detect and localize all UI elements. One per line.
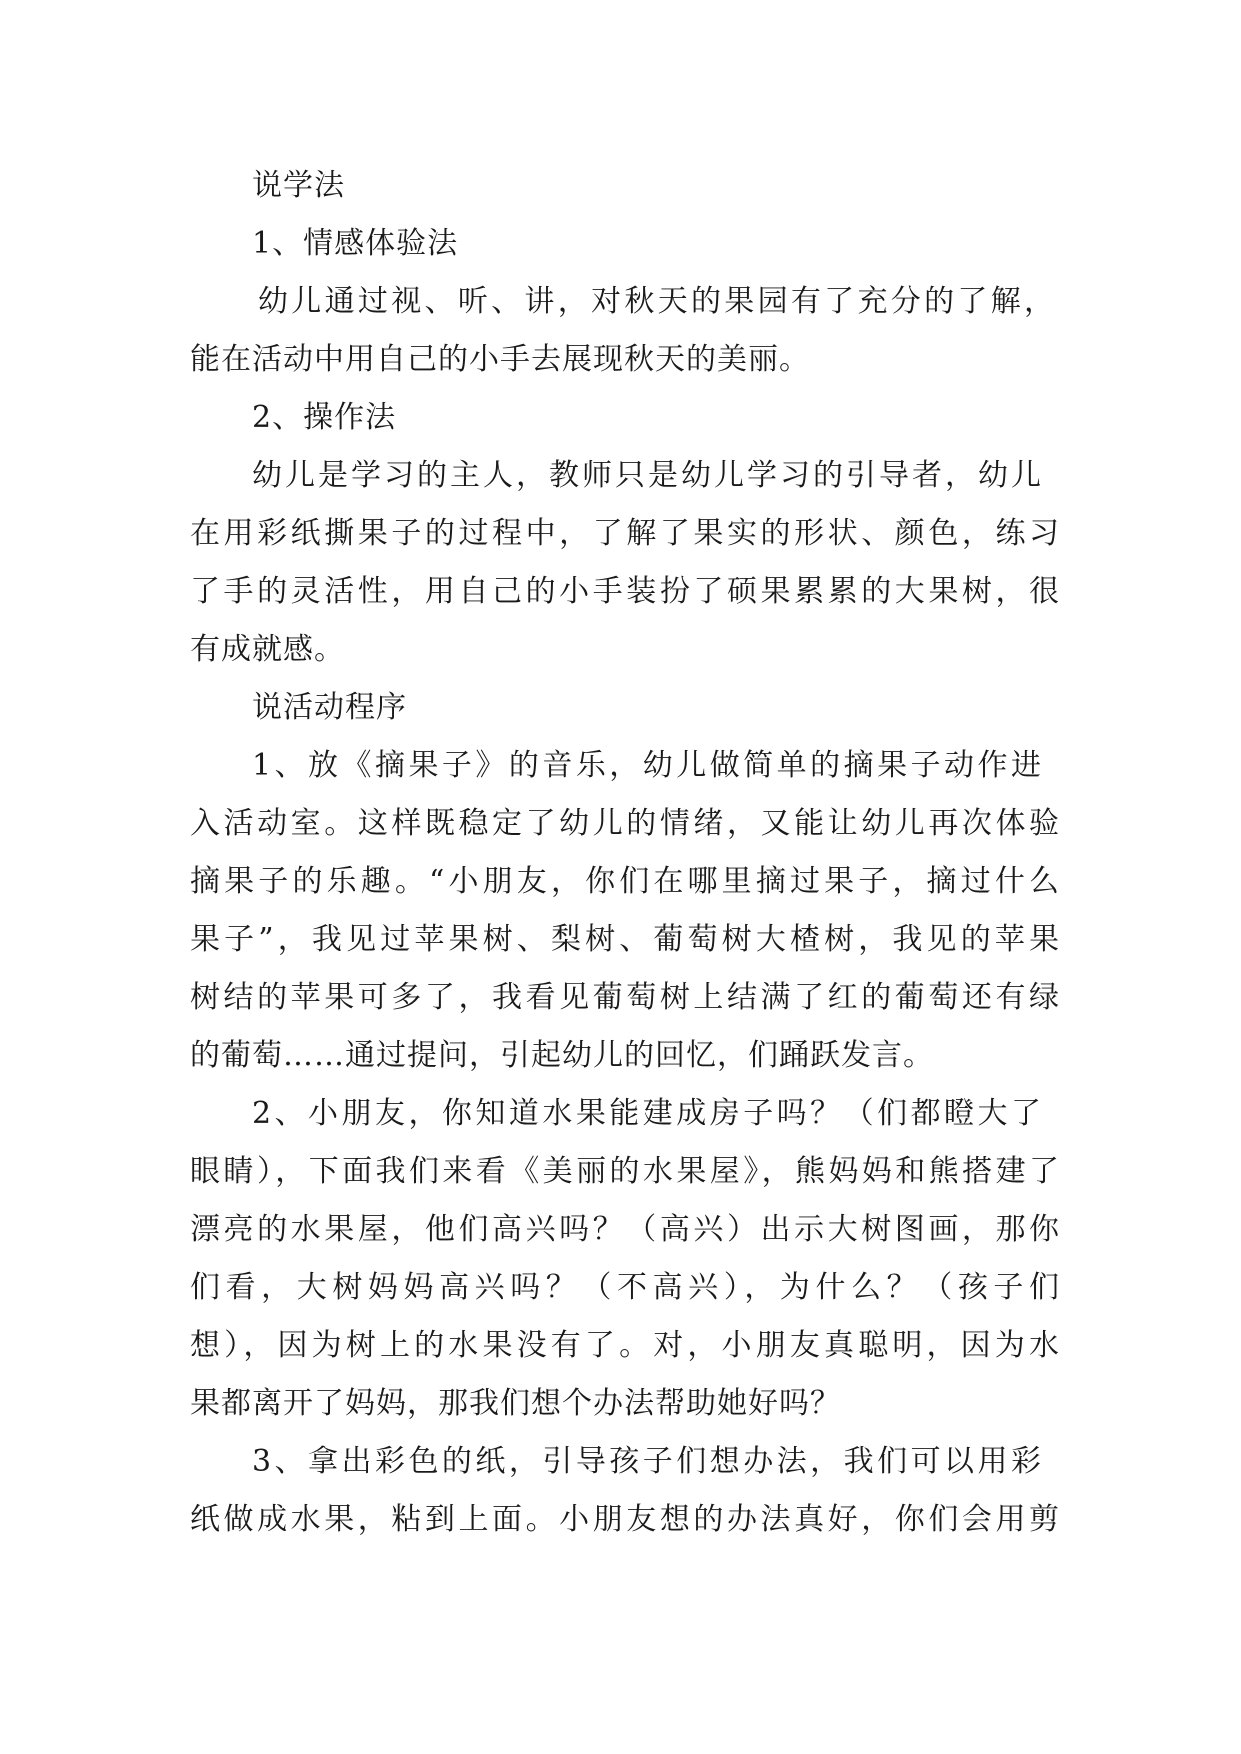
paragraph-line: 纸做成水果，粘到上面。小朋友想的办法真好，你们会用剪 [190, 1502, 1060, 1537]
paragraph-line: 眼睛），下面我们来看《美丽的水果屋》，熊妈妈和熊搭建了 [190, 1154, 1060, 1189]
paragraph-line: 漂亮的水果屋，他们高兴吗？（高兴）出示大树图画，那你 [190, 1212, 1060, 1247]
paragraph-line: 的葡萄……通过提问，引起幼儿的回忆，们踊跃发言。 [190, 1038, 934, 1073]
paragraph-line: 幼儿是学习的主人，教师只是幼儿学习的引导者，幼儿 [252, 458, 1042, 493]
subheading-operation-method: 2、操作法 [252, 400, 397, 435]
paragraph-line: 果子”，我见过苹果树、梨树、葡萄树大楂树，我见的苹果 [190, 922, 1060, 957]
paragraph-line: 1、放《摘果子》的音乐，幼儿做简单的摘果子动作进 [252, 748, 1042, 783]
paragraph-line: 果都离开了妈妈，那我们想个办法帮助她好吗？ [190, 1386, 841, 1421]
paragraph-line: 们看，大树妈妈高兴吗？（不高兴），为什么？（孩子们 [190, 1270, 1060, 1305]
paragraph-line: 3、拿出彩色的纸，引导孩子们想办法，我们可以用彩 [252, 1444, 1042, 1479]
heading-study-method: 说学法 [252, 168, 345, 203]
paragraph-line: 入活动室。这样既稳定了幼儿的情绪，又能让幼儿再次体验 [190, 806, 1060, 841]
paragraph-line: 能在活动中用自己的小手去展现秋天的美丽。 [190, 342, 810, 377]
paragraph-line: 树结的苹果可多了，我看见葡萄树上结满了红的葡萄还有绿 [190, 980, 1060, 1015]
paragraph-line: 在用彩纸撕果子的过程中，了解了果实的形状、颜色，练习 [190, 516, 1060, 551]
paragraph-line: 了手的灵活性，用自己的小手装扮了硕果累累的大果树，很 [190, 574, 1060, 609]
paragraph-line: 想），因为树上的水果没有了。对，小朋友真聪明，因为水 [190, 1328, 1060, 1363]
paragraph-line: 有成就感。 [190, 632, 345, 667]
paragraph-line: 2、小朋友，你知道水果能建成房子吗？（们都瞪大了 [252, 1096, 1042, 1131]
subheading-emotion-method: 1、情感体验法 [252, 226, 459, 261]
paragraph-line: 摘果子的乐趣。“小朋友，你们在哪里摘过果子，摘过什么 [190, 864, 1060, 899]
paragraph-line: 幼儿通过视、听、讲，对秋天的果园有了充分的了解， [258, 284, 1055, 319]
heading-activity-procedure: 说活动程序 [252, 690, 407, 725]
